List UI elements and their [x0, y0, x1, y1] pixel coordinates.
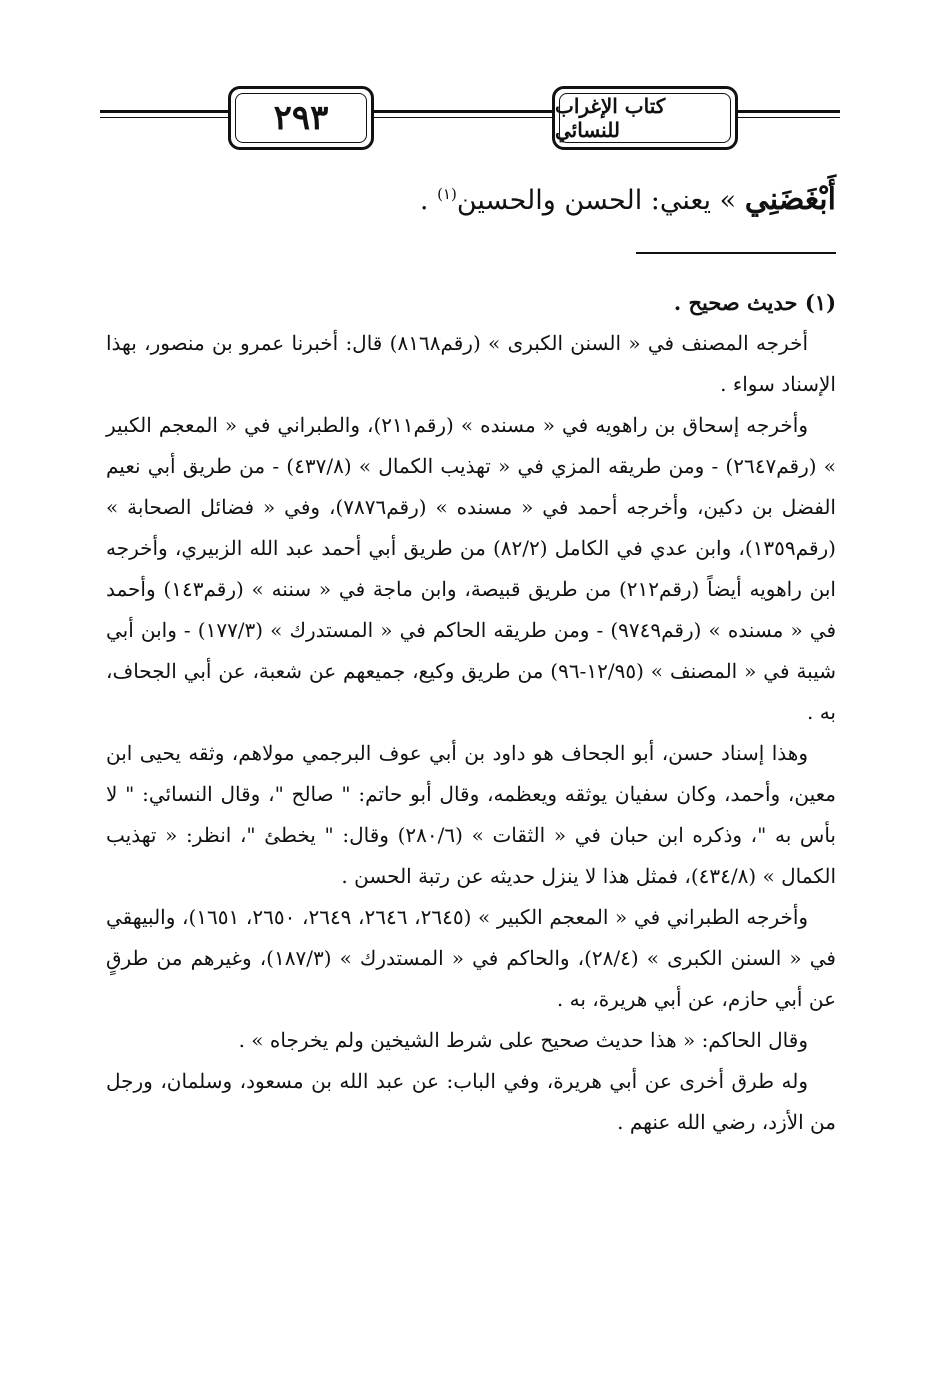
footnote-section	[106, 282, 836, 1143]
header-rule-left	[100, 110, 228, 113]
header-rule-middle	[368, 110, 552, 113]
footnote-paragraph: وهذا إسناد حسن، أبو الجحاف هو داود بن أبي عوف البرجمي مولاهم، وثقه يحيى ابن معين، وأحمد، وكان سفيان يوثقه ويعظمه، وقال أبو حاتم: " صالح "، وقال النسائي: " لا بأس به "، وذكره ابن حبان في « الثقات » (٢٨٠/٦) وقال: " يخطئ "، انظر: « تهذيب الكمال » (٤٣٤/٨)، فمثل هذا لا ينزل حديثه عن رتبة الحسن .	[106, 741, 836, 888]
main-text-body: » يعني: الحسن والحسين	[456, 185, 745, 216]
main-text-end: .	[419, 185, 438, 216]
footnote-heading: (١) حديث صحيح .	[673, 290, 836, 315]
header-rule-middle-thin	[368, 117, 552, 118]
footnote-paragraph: أخرجه المصنف في « السنن الكبرى » (رقم٨١٦٨) قال: أخبرنا عمرو بن منصور، بهذا الإسناد سواء .	[106, 331, 836, 396]
footnote-reference: (١)	[437, 185, 457, 203]
footnote-paragraph: وأخرجه الطبراني في « المعجم الكبير » (٢٦٤٥، ٢٦٤٦، ٢٦٤٩، ٢٦٥٠، ١٦٥١)، والبيهقي في « السنن الكبرى » (٢٨/٤)، والحاكم في « المستدرك » (١٨٧/٣)، وغيرهم من طرقٍ عن أبي حازم، عن أبي هريرة، به .	[106, 905, 836, 1011]
footnote-paragraph: وقال الحاكم: « هذا حديث صحيح على شرط الشيخين ولم يخرجاه » .	[238, 1028, 808, 1052]
footnote-paragraph: وله طرق أخرى عن أبي هريرة، وفي الباب: عن عبد الله بن مسعود، وسلمان، ورجل من الأزد، رضي الله عنهم .	[106, 1069, 836, 1134]
header-rule-left-thin	[100, 117, 228, 118]
page-number: ٢٩٣	[228, 86, 374, 150]
header-rule-right-thin	[732, 117, 840, 118]
page-header	[100, 82, 840, 154]
header-rule-right	[732, 110, 840, 113]
main-text-strong: أَبْغَضَنِي	[744, 182, 836, 217]
book-title: كتاب الإغراب للنسائي	[552, 86, 738, 150]
footnote-separator	[636, 252, 836, 254]
footnote-paragraph: وأخرجه إسحاق بن راهويه في « مسنده » (رقم٢١١)، والطبراني في « المعجم الكبير » (رقم٢٦٤٧) - ومن طريقه المزي في « تهذيب الكمال » (٤٣٧/٨) - من طريق أبي نعيم الفضل بن دكين، وأخرجه أحمد في « مسنده » (رقم٧٨٧٦)، وفي « فضائل الصحابة » (رقم١٣٥٩)، وابن عدي في الكامل (٨٢/٢) من طريق أبي أحمد عبد الله الزبيري، وأخرجه ابن راهويه أيضاً (رقم٢١٢) من طريق قبيصة، وابن ماجة في « سننه » (رقم١٤٣) وأحمد في « مسنده » (رقم٩٧٤٩) - ومن طريقه الحاكم في « المستدرك » (١٧٧/٣) - وابن أبي شيبة في « المصنف » (١٢/٩٥-٩٦) من طريق وكيع، جميعهم عن شعبة، عن أبي الجحاف، به .	[106, 413, 837, 724]
main-text	[106, 182, 836, 217]
